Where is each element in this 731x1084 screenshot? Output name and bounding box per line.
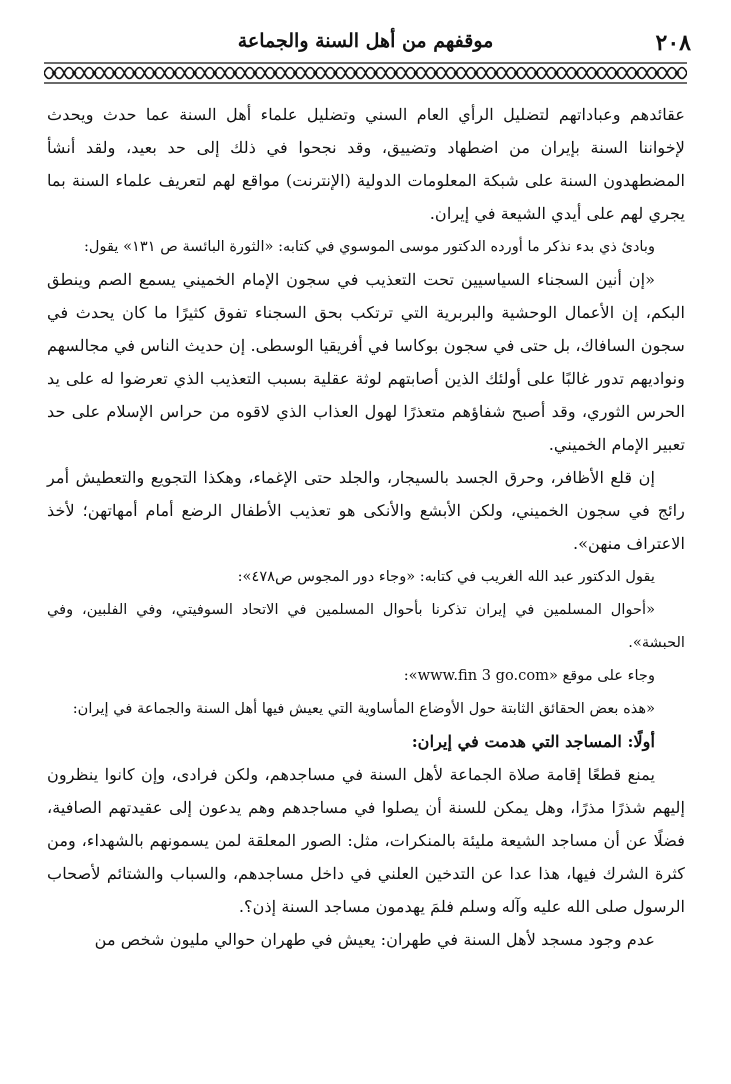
paragraph-2: وبادئ ذي بدء نذكر ما أورده الدكتور موسى الموسوي في كتابه: «الثورة البائسة ص ١٣١» يقول: (83, 238, 655, 255)
running-title: موقفهم من أهل السنة والجماعة (237, 30, 494, 52)
body-text (47, 98, 685, 956)
quote-paragraph-1: «إن أنين السجناء السياسيين تحت التعذيب في سجون الإمام الخميني يسمع الصم وينطق البكم، إن الأعمال الوحشية والبربرية التي ترتكب بحق السجناء تفوق كثيرًا ما كان يحدث في سجون السافاك، بل حتى في سجون بوكاسا في أفريقيا الوسطى. إن حديث الناس في مجالسهم ونواديهم تدور غالبًا على أولئك الذين أصابتهم لوثة عقلية بسبب التعذيب الذي تعرضوا له على يد الحرس الثوري، وقد أصبح شفاؤهم متعذرًا لهول العذاب الذي لاقوه من حراس الإسلام على حد تعبير الإمام الخميني. (47, 270, 685, 454)
website-url: www.fin 3 go.com (417, 667, 549, 684)
paragraph-mosques: يمنع قطعًا إقامة صلاة الجماعة لأهل السنة في مساجدهم، ولكن فرادى، وإن كانوا ينظرون إليهم شذرًا مذرًا، وهل يمكن للسنة أن يصلوا في مساجدهم وهم يدعون إلى عقيدتهم الصافية، فضلًا عن أن مساجد الشيعة مليئة بالمنكرات، مثل: الصور المعلقة لمن يسمونهم بالشهداء، ومن كثرة الشرك فيها، هذا عدا عن التدخين العلني في داخل مساجدهم، والسباب والشتائم لأصحاب الرسول صلى الله عليه وآله وسلم فلمَ يهدمون مساجد السنة إذن؟. (47, 765, 685, 916)
quote-short: «أحوال المسلمين في إيران تذكرنا بأحوال المسلمين في الاتحاد السوفيتي، وفي الفلبين، وفي الحبشة». (47, 601, 685, 651)
page-header (40, 30, 691, 58)
paragraph-citation: يقول الدكتور عبد الله الغريب في كتابه: «وجاء دور المجوس ص٤٧٨»: (237, 568, 655, 585)
paragraph-tehran: عدم وجود مسجد لأهل السنة في طهران: يعيش في طهران حوالي مليون شخص من (94, 930, 655, 949)
quote-paragraph-2: إن قلع الأظافر، وحرق الجسد بالسيجار، والجلد حتى الإغماء، وهكذا التجويع والتعطيش أمر رائج في سجون الخميني، ولكن الأبشع والأنكى هو تعذيب الأطفال الرضع أمام أمهاتهن؛ لأخذ الاعتراف منهن». (47, 468, 685, 553)
decorative-ornament-border (44, 62, 687, 84)
paragraph-1: عقائدهم وعباداتهم لتضليل الرأي العام السني وتضليل علماء أهل السنة عما حدث ويحدث لإخواننا السنة بإيران من اضطهاد وتضييق، وقد نجحوا في ذلك إلى حد بعيد، ولقد أنشأ المضطهدون السنة على شبكة المعلومات الدولية (الإنترنت) مواقع لهم لتعريف علماء السنة بما يجري لهم على أيدي الشيعة في إيران. (47, 105, 685, 223)
website-suffix: »: (403, 667, 418, 684)
quote-intro: «هذه بعض الحقائق الثابتة حول الأوضاع المأساوية التي يعيش فيها أهل السنة والجماعة في إيران: (72, 700, 655, 717)
website-prefix: وجاء على موقع « (548, 667, 655, 684)
section-heading: أولًا: المساجد التي هدمت في إيران: (411, 732, 655, 751)
page-number: ٢٠٨ (655, 30, 691, 56)
website-line (47, 659, 685, 692)
